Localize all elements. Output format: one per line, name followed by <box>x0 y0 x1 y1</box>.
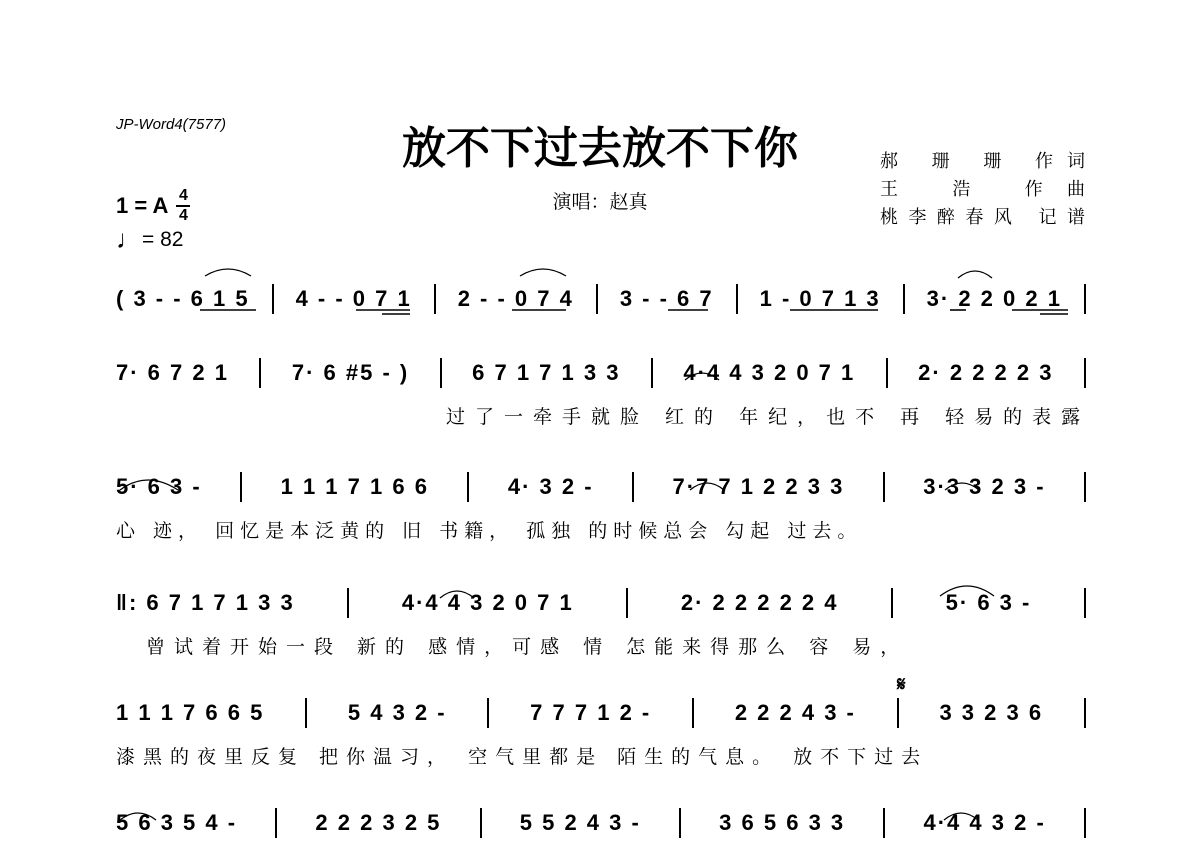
measure: 7· 6 #5 - ) <box>291 360 410 385</box>
measure: 4 - - 0 7 1 <box>295 286 412 311</box>
time-denominator: 4 <box>178 207 188 224</box>
measure: ( 3 - - 6 1 5 <box>116 286 250 311</box>
transcriber-credit: 桃李醉春风 记谱 <box>880 207 1086 228</box>
measure: 3 6 5 6 3 3 <box>719 810 846 835</box>
measure: 2 2 2 3 2 5 <box>315 810 442 835</box>
measure: 4·4 4 3 2 0 7 1 <box>683 360 856 385</box>
key-label: 1 = A <box>116 193 169 218</box>
tempo-marking <box>116 224 183 255</box>
song-title: 放不下过去放不下你 <box>402 123 798 174</box>
measure: 3· 2 2 0 2 1 <box>926 286 1062 311</box>
measure: 2· 2 2 2 2 2 4 <box>680 590 839 615</box>
measure: 4·4 4 3 2 0 7 1 <box>401 590 574 615</box>
software-label: JP-Word4(7577) <box>116 116 227 133</box>
measure: 5 4 3 2 - <box>347 700 447 725</box>
measure: 4·4 4 3 2 - <box>923 810 1046 835</box>
lyric-line-2: 心 迹， 回忆是本泛黄的 旧 书籍， 孤独 的时候总会 勾起 过去。 <box>116 520 863 542</box>
lyric-line-3: 曾试着开始一段 新的 感情，可感 情 怎能来得那么 容 易， <box>146 636 909 658</box>
score-row-1 <box>116 276 1086 326</box>
measure: ‖: 6 7 1 7 1 3 3 <box>116 590 295 615</box>
tempo-value: = 82 <box>142 227 184 251</box>
measure: 5 5 2 4 3 - <box>519 810 641 835</box>
measure: 3 - - 6 7 <box>619 286 714 311</box>
measure: 2· 2 2 2 2 3 <box>918 360 1054 385</box>
measure: 4· 3 2 - <box>507 474 594 499</box>
measure: 3·3 3 2 3 - <box>923 474 1046 499</box>
measure: 5· 6 3 - <box>116 474 202 499</box>
measure: 5 6 3 5 4 - <box>116 810 238 835</box>
time-signature <box>176 188 190 224</box>
measure: 7·7 7 1 2 2 3 3 <box>672 474 845 499</box>
measure: 1 - 0 7 1 3 <box>759 286 881 311</box>
measure: 2 - - 0 7 4 <box>457 286 574 311</box>
lyric-line-4: 漆黑的夜里反复 把你温习， 空气里都是 陌生的气息。 放不下过去 <box>116 746 929 768</box>
measure: 2 2 2 4 3 - <box>734 700 856 725</box>
measure: 1 1 1 7 1 6 6 <box>280 474 429 499</box>
credits-block <box>880 148 1085 232</box>
singer-credit: 演唱：赵真 <box>552 191 648 213</box>
time-numerator: 4 <box>178 187 188 204</box>
key-signature <box>116 188 190 224</box>
measure: 1 1 1 7 6 6 5 <box>116 700 265 725</box>
score-row-2 <box>116 350 1086 400</box>
composer-credit: 王 浩 作曲 <box>880 179 1085 200</box>
score-row-5 <box>116 690 1086 740</box>
score-row-6 <box>116 800 1086 850</box>
segno-sign: 𝄋 <box>897 672 906 696</box>
lyricist-credit: 郝 珊 珊 作词 <box>880 151 1085 172</box>
measure: 7· 6 7 2 1 <box>116 360 229 385</box>
score-row-3 <box>116 464 1086 514</box>
measure: 6 7 1 7 1 3 3 <box>472 360 621 385</box>
measure: 7 7 7 1 2 - <box>530 700 652 725</box>
measure: 3 3 2 3 6 <box>939 700 1044 725</box>
lyric-line-1: 过了一牵手就脸 红的 年纪，也不 再 轻易的表露 <box>446 406 1091 428</box>
measure: 5· 6 3 - <box>945 590 1032 615</box>
score-row-4 <box>116 580 1086 630</box>
quarter-note-icon: ♩ <box>116 224 142 254</box>
